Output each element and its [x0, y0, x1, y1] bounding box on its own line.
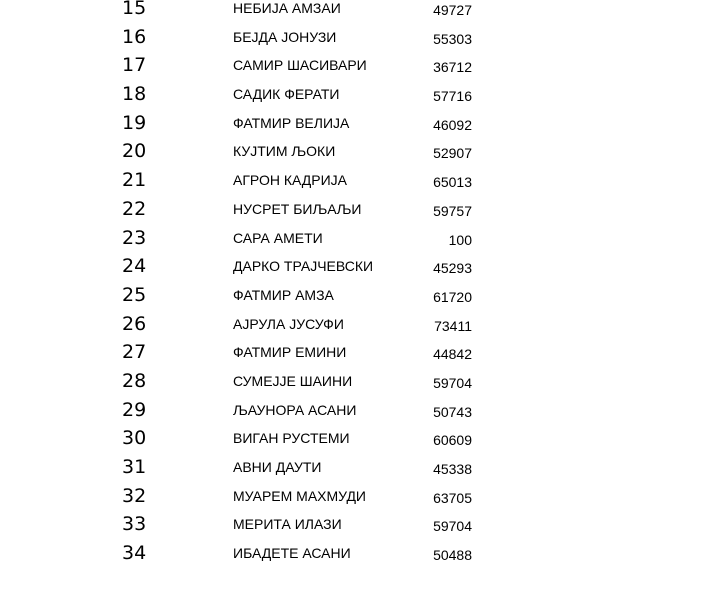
- person-name: ИБАДЕТЕ АСАНИ: [233, 545, 351, 562]
- list-row: [0, 223, 727, 252]
- row-number: 28: [122, 369, 147, 392]
- person-name: ФАТМИР ВЕЛИЈА: [233, 114, 350, 131]
- row-value: 73411: [434, 317, 472, 334]
- person-name: НУСРЕТ БИЉАЉИ: [233, 200, 362, 217]
- row-value: 50488: [433, 547, 472, 564]
- row-number: 18: [122, 83, 147, 106]
- person-name: АВНИ ДАУТИ: [233, 459, 322, 475]
- list-row: [0, 79, 727, 108]
- row-number: 21: [122, 169, 147, 192]
- row-value: 49727: [433, 2, 472, 18]
- person-name: АЈРУЛА ЈУСУФИ: [233, 315, 344, 332]
- person-name: МЕРИТА ИЛАЗИ: [233, 516, 342, 533]
- row-number: 27: [122, 341, 147, 364]
- person-name: БЕЈДА ЈОНУЗИ: [233, 28, 337, 45]
- list-row: [0, 509, 727, 538]
- person-name: САДИК ФЕРАТИ: [233, 86, 340, 103]
- list-row: [0, 165, 727, 194]
- list-row: [0, 481, 727, 510]
- row-value: 60609: [433, 432, 472, 449]
- row-value: 52907: [433, 145, 472, 162]
- row-number: 24: [122, 255, 147, 278]
- list-row: [0, 194, 727, 223]
- row-value: 63705: [433, 489, 472, 506]
- person-name: СУМЕЈЈЕ ШАИНИ: [233, 372, 353, 389]
- person-name: ЉАУНОРА АСАНИ: [233, 401, 357, 418]
- person-name: АГРОН КАДРИЈА: [233, 172, 348, 189]
- row-value: 59704: [433, 518, 472, 535]
- row-value: 100: [448, 231, 472, 248]
- row-value: 59704: [433, 374, 472, 391]
- person-name: КУЈТИМ ЉОКИ: [233, 143, 336, 160]
- row-number: 19: [122, 111, 147, 134]
- list-row: [0, 337, 727, 366]
- row-number: 29: [122, 398, 147, 421]
- list-row: [0, 395, 727, 424]
- row-value: 59757: [433, 202, 472, 219]
- list-row: [0, 452, 727, 481]
- person-name: ВИГАН РУСТЕМИ: [233, 430, 350, 447]
- row-value: 65013: [433, 174, 472, 191]
- row-value: 57716: [433, 88, 472, 105]
- list-row: [0, 280, 727, 309]
- list-row: [0, 50, 727, 79]
- row-number: 17: [122, 54, 147, 77]
- row-value: 46092: [433, 116, 472, 133]
- row-value: 36712: [433, 59, 472, 76]
- person-name: САМИР ШАСИВАРИ: [233, 57, 367, 74]
- person-name: ФАТМИР ЕМИНИ: [233, 344, 347, 361]
- row-number: 15: [122, 0, 147, 19]
- row-value: 45338: [433, 461, 472, 477]
- row-value: 50743: [433, 403, 472, 420]
- list-row: [0, 0, 727, 22]
- list-row: [0, 366, 727, 395]
- row-value: 44842: [433, 346, 472, 363]
- row-number: 33: [122, 513, 147, 536]
- list-row: [0, 251, 727, 280]
- row-number: 23: [122, 226, 147, 249]
- row-number: 16: [122, 25, 147, 48]
- list-row: [0, 136, 727, 165]
- row-number: 34: [122, 542, 147, 565]
- person-name: ФАТМИР АМЗА: [233, 286, 334, 303]
- row-value: 55303: [433, 30, 472, 47]
- row-value: 45293: [433, 260, 472, 277]
- row-number: 30: [122, 427, 147, 450]
- row-number: 31: [122, 456, 147, 478]
- row-number: 25: [122, 283, 147, 306]
- person-name: САРА АМЕТИ: [233, 229, 323, 246]
- list-row: [0, 423, 727, 452]
- row-number: 20: [122, 140, 147, 163]
- person-name: НЕБИЈА АМЗАИ: [233, 0, 341, 16]
- list-row: [0, 309, 727, 338]
- list-row: [0, 108, 727, 137]
- row-number: 26: [122, 312, 147, 335]
- list-row: [0, 538, 727, 567]
- row-number: 22: [122, 197, 147, 220]
- list-row: [0, 22, 727, 51]
- person-name: ДАРКО ТРАЈЧЕВСКИ: [233, 258, 374, 275]
- person-name: МУАРЕМ МАХМУДИ: [233, 487, 366, 504]
- row-number: 32: [122, 484, 147, 507]
- row-value: 61720: [433, 288, 472, 305]
